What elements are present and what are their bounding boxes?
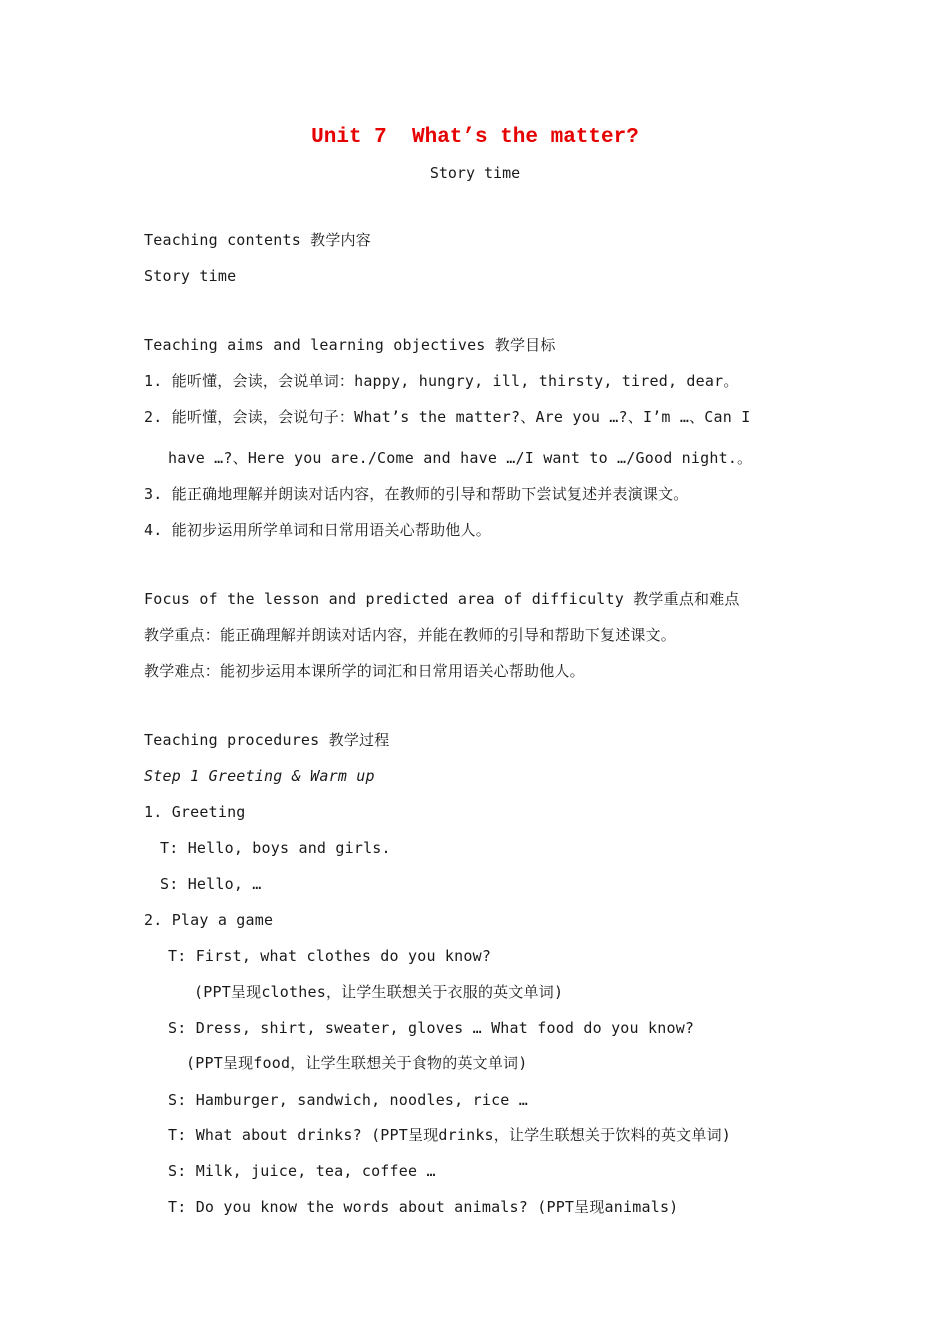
- ppt-food-note: (PPT呈现food，让学生联想关于食物的英文单词): [186, 1054, 528, 1072]
- student-clothes-line: S: Dress, shirt, sweater, gloves … What food do you know?: [168, 1019, 695, 1037]
- teacher-clothes-line: T: First, what clothes do you know?: [168, 947, 492, 965]
- ppt-clothes-note: (PPT呈现clothes，让学生联想关于衣服的英文单词): [194, 983, 564, 1001]
- aim-item-1: 1. 能听懂，会读，会说单词：happy, hungry, ill, thirsty, tired, dear。: [144, 372, 739, 390]
- page-title: Unit 7 What’s the matter?: [311, 126, 639, 149]
- teaching-contents-heading: Teaching contents 教学内容: [144, 231, 371, 249]
- teacher-hello-line: T: Hello, boys and girls.: [160, 839, 391, 857]
- procedures-heading: Teaching procedures 教学过程: [144, 731, 390, 749]
- focus-key-point: 教学重点：能正确理解并朗读对话内容，并能在教师的引导和帮助下复述课文。: [144, 626, 677, 644]
- teaching-aims-heading: Teaching aims and learning objectives 教学目标: [144, 336, 556, 354]
- page-subtitle: Story time: [429, 164, 521, 182]
- aim-item-2-continued: have …?、Here you are./Come and have …/I want to …/Good night.。: [168, 449, 753, 467]
- step-1-heading: Step 1 Greeting & Warm up: [144, 767, 375, 785]
- focus-difficulty: 教学难点：能初步运用本课所学的词汇和日常用语关心帮助他人。: [144, 662, 585, 680]
- teacher-animals-line: T: Do you know the words about animals? (PPT呈现animals): [168, 1198, 679, 1216]
- aim-item-3: 3. 能正确地理解并朗读对话内容，在教师的引导和帮助下尝试复述并表演课文。: [144, 485, 689, 503]
- teaching-contents-body: Story time: [144, 267, 237, 285]
- aim-item-2: 2. 能听懂，会读，会说句子：What’s the matter?、Are you …?、I’m …、Can I: [144, 408, 751, 426]
- student-drinks-line: S: Milk, juice, tea, coffee …: [168, 1162, 436, 1180]
- student-food-line: S: Hamburger, sandwich, noodles, rice …: [168, 1091, 528, 1109]
- play-game-item: 2. Play a game: [144, 911, 274, 929]
- student-hello-line: S: Hello, …: [160, 875, 262, 893]
- focus-heading: Focus of the lesson and predicted area of difficulty 教学重点和难点: [144, 590, 740, 608]
- teacher-drinks-line: T: What about drinks? (PPT呈现drinks，让学生联想关于饮料的英文单词): [168, 1126, 732, 1144]
- greeting-item: 1. Greeting: [144, 803, 246, 821]
- aim-item-4: 4. 能初步运用所学单词和日常用语关心帮助他人。: [144, 521, 491, 539]
